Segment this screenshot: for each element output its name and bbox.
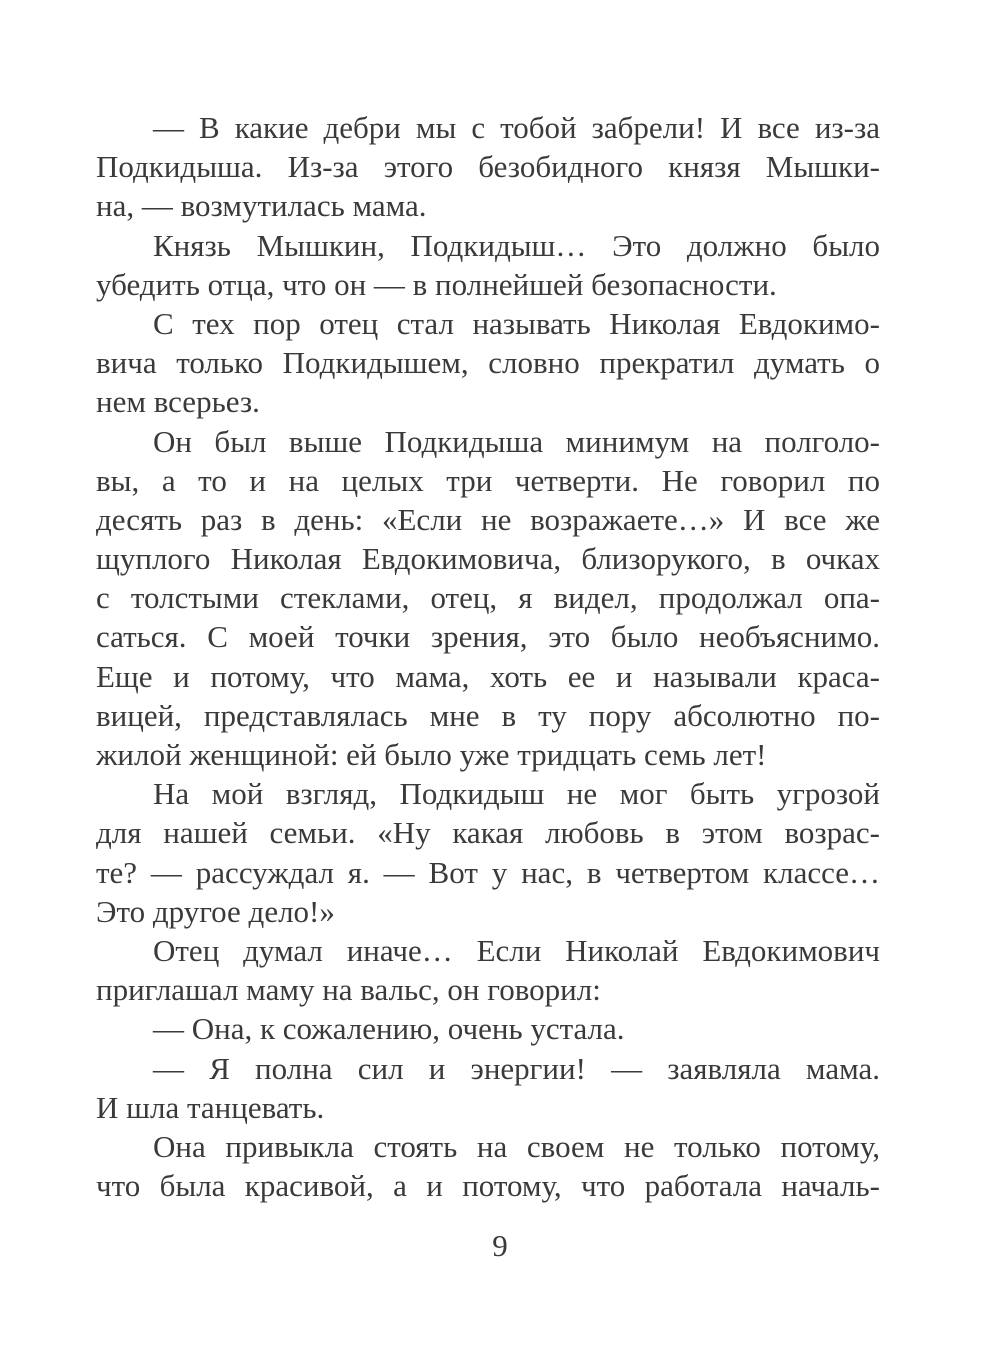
text-line: десять раз в день: «Если не возражаете…» И все же [96, 501, 880, 537]
text-line: вицей, представлялась мне в ту пору абсолютно по- [96, 697, 880, 733]
text-line: С тех пор отец стал называть Николая Евдокимо- [153, 305, 880, 341]
text-line: на, — возмутилась мама. [96, 188, 427, 224]
text-line: саться. С моей точки зрения, это было необъяснимо. [96, 619, 880, 655]
text-line: И шла танцевать. [96, 1089, 325, 1125]
text-line: приглашал маму на вальс, он говорил: [96, 972, 601, 1008]
text-line: Еще и потому, что мама, хоть ее и называли краса- [96, 658, 880, 694]
text-line: те? — рассуждал я. — Вот у нас, в четвертом классе… [96, 854, 880, 890]
text-line: нем всерьез. [96, 384, 260, 420]
text-line: — Она, к сожалению, очень устала. [153, 1011, 625, 1047]
text-line: для нашей семьи. «Ну какая любовь в этом возрас- [96, 815, 880, 851]
page-number: 9 [492, 1228, 508, 1263]
text-line: с толстыми стеклами, отец, я видел, продолжал опа- [96, 580, 880, 616]
text-line: Подкидыша. Из-за этого безобидного князя Мышки- [96, 149, 880, 185]
text-line: На мой взгляд, Подкидыш не мог быть угрозой [153, 776, 880, 812]
body-text [96, 108, 880, 1205]
text-line: жилой женщиной: ей было уже тридцать семь лет! [96, 737, 767, 772]
text-line: Это другое дело!» [96, 893, 335, 929]
text-line: что была красивой, а и потому, что работала началь- [96, 1168, 880, 1204]
text-line: Отец думал иначе… Если Николай Евдокимович [153, 932, 880, 968]
text-line: Князь Мышкин, Подкидыш… Это должно было [153, 227, 880, 263]
text-line: Она привыкла стоять на своем не только потому, [153, 1128, 880, 1164]
text-line: — В какие дебри мы с тобой забрели! И все из-за [153, 110, 880, 145]
text-line: вича только Подкидышем, словно прекратил думать о [96, 345, 880, 381]
text-line: Он был выше Подкидыша минимум на полголо- [153, 423, 880, 459]
text-line: щуплого Николая Евдокимовича, близорукого, в очках [96, 541, 880, 577]
text-line: вы, а то и на целых три четверти. Не говорил по [96, 462, 880, 498]
text-line: убедить отца, что он — в полнейшей безопасности. [96, 266, 777, 302]
text-line: — Я полна сил и энергии! — заявляла мама. [153, 1050, 880, 1086]
